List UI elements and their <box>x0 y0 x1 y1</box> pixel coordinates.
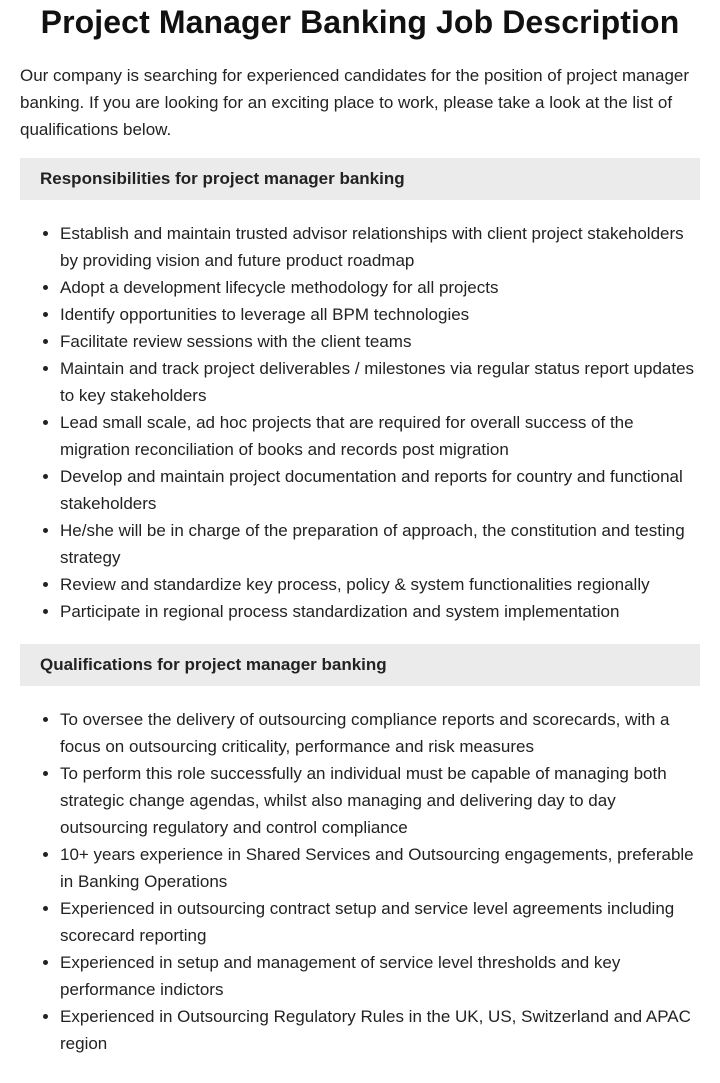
list-item: Participate in regional process standardization and system implementation <box>60 598 700 625</box>
list-item: To oversee the delivery of outsourcing compliance reports and scorecards, with a focus on outsourcing criticality, performance and risk measures <box>60 706 700 760</box>
list-item: Experienced in outsourcing contract setup and service level agreements including scorecard reporting <box>60 895 700 949</box>
list-item: He/she will be in charge of the preparation of approach, the constitution and testing strategy <box>60 517 700 571</box>
page-title: Project Manager Banking Job Description <box>40 4 680 40</box>
list-item: Experienced in setup and management of service level thresholds and key performance indictors <box>60 949 700 1003</box>
list-item: 10+ years experience in Shared Services and Outsourcing engagements, preferable in Banking Operations <box>60 841 700 895</box>
list-item: Develop and maintain project documentation and reports for country and functional stakeholders <box>60 463 700 517</box>
list-item: Review and standardize key process, policy & system functionalities regionally <box>60 571 700 598</box>
list-item: Identify opportunities to leverage all BPM technologies <box>60 301 700 328</box>
qualifications-heading: Qualifications for project manager banking <box>20 644 700 686</box>
intro-paragraph: Our company is searching for experienced candidates for the position of project manager banking. If you are looking for an exciting place to work, please take a look at the list of qualifications below. <box>20 66 690 139</box>
list-item: Facilitate review sessions with the client teams <box>60 328 700 355</box>
list-item: Adopt a development lifecycle methodology for all projects <box>60 274 700 301</box>
list-item: Lead small scale, ad hoc projects that are required for overall success of the migration reconciliation of books and records post migration <box>60 409 700 463</box>
list-item: Establish and maintain trusted advisor relationships with client project stakeholders by providing vision and future product roadmap <box>60 220 700 274</box>
list-item: Experienced in Outsourcing Regulatory Rules in the UK, US, Switzerland and APAC region <box>60 1003 700 1057</box>
list-item: Maintain and track project deliverables / milestones via regular status report updates to key stakeholders <box>60 355 700 409</box>
list-item: To perform this role successfully an individual must be capable of managing both strategic change agendas, whilst also managing and delivering day to day outsourcing regulatory and control compliance <box>60 760 700 841</box>
responsibilities-list <box>20 220 700 625</box>
responsibilities-heading: Responsibilities for project manager banking <box>20 158 700 200</box>
qualifications-list <box>20 706 700 1057</box>
